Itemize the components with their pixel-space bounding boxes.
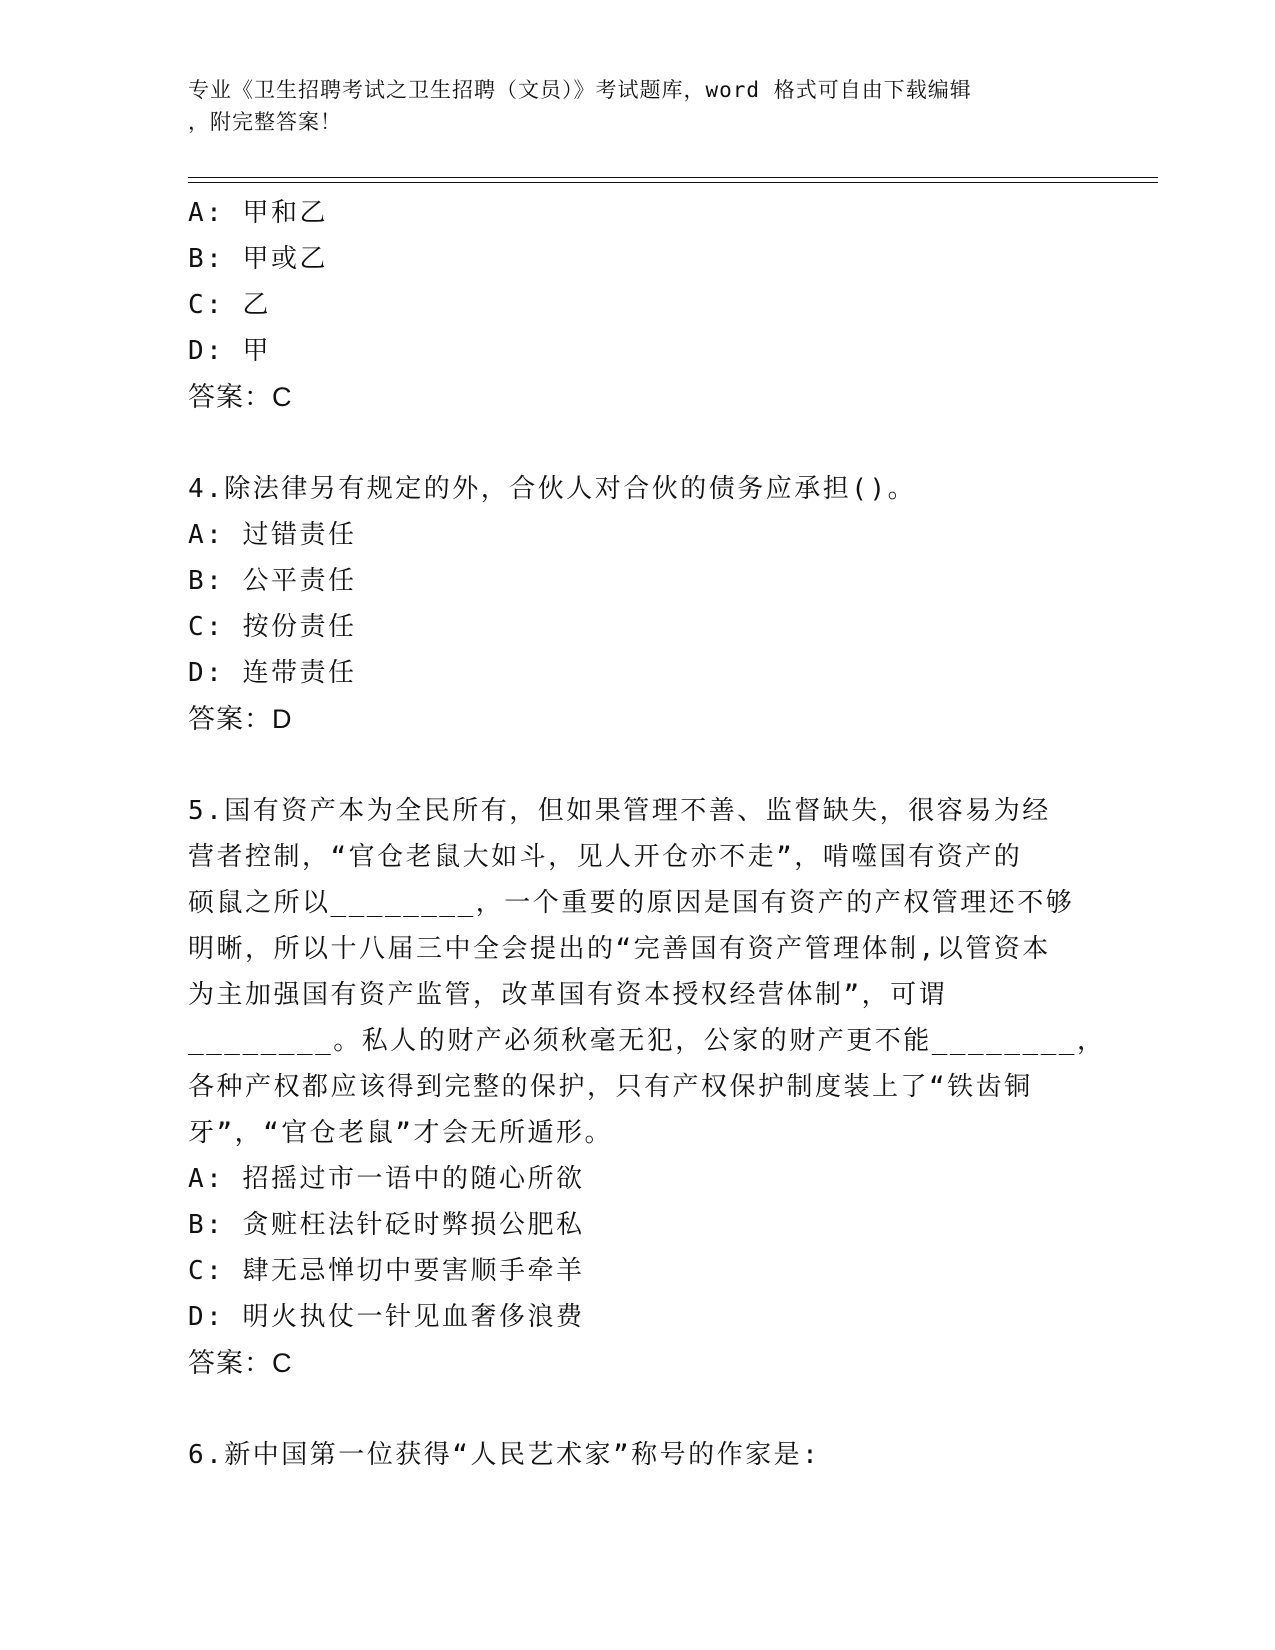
stem-line: 为主加强国有资产监管，改革国有资本授权经营体制”，可谓	[188, 980, 948, 1010]
question-4	[188, 466, 1088, 742]
answer-line: 答案：C	[188, 382, 293, 412]
option-b	[188, 1202, 1088, 1248]
option-text: 过错责任	[242, 520, 357, 550]
stem-line: ________。私人的财产必须秋毫无犯，公家的财产更不能________，	[188, 1026, 1106, 1056]
stem-line: 牙”，“官仓老鼠”才会无所遁形。	[188, 1118, 613, 1148]
option-text: 明火执仗一针见血奢侈浪费	[242, 1302, 585, 1332]
question-stem	[188, 788, 1106, 1156]
question-5	[188, 788, 1106, 1386]
option-text: 乙	[242, 290, 271, 320]
question-content	[188, 190, 1106, 1478]
question-stem: 6.新中国第一位获得“人民艺术家”称号的作家是:	[188, 1440, 821, 1470]
stem-line: 明晰，所以十八届三中全会提出的“完善国有资产管理体制,以管资本	[188, 934, 1051, 964]
option-text: 甲	[242, 336, 271, 366]
option-d	[188, 650, 1088, 696]
answer-line: 答案：C	[188, 1348, 293, 1378]
stem-line: 营者控制，“官仓老鼠大如斗，见人开仓亦不走”，啃噬国有资产的	[188, 842, 1023, 872]
option-label: C:	[188, 1256, 225, 1286]
document-header	[188, 74, 1088, 138]
stem-line: 各种产权都应该得到完整的保护，只有产权保护制度装上了“铁齿铜	[188, 1072, 1033, 1102]
option-c	[188, 604, 1088, 650]
option-label: B:	[188, 1210, 225, 1240]
option-a	[188, 1156, 1088, 1202]
option-text: 甲和乙	[242, 198, 328, 228]
spacer	[188, 420, 1088, 466]
option-a	[188, 190, 1088, 236]
question-3-options	[188, 190, 1088, 420]
option-text: 贪赃枉法针砭时弊损公肥私	[242, 1210, 585, 1240]
option-a	[188, 512, 1088, 558]
option-text: 甲或乙	[242, 244, 328, 274]
option-label: A:	[188, 198, 225, 228]
option-label: C:	[188, 290, 225, 320]
option-label: B:	[188, 244, 225, 274]
stem-line: 5.国有资产本为全民所有，但如果管理不善、监督缺失，很容易为经	[188, 796, 1051, 826]
option-label: A:	[188, 1164, 225, 1194]
option-label: A:	[188, 520, 225, 550]
question-stem: 4.除法律另有规定的外，合伙人对合伙的债务应承担()。	[188, 474, 917, 504]
option-d	[188, 1294, 1088, 1340]
option-label: D:	[188, 1302, 225, 1332]
answer-line: 答案：D	[188, 704, 293, 734]
option-label: D:	[188, 658, 225, 688]
header-divider-top	[188, 177, 1158, 178]
option-b	[188, 236, 1088, 282]
option-label: B:	[188, 566, 225, 596]
question-6	[188, 1432, 1088, 1478]
header-line-1: 专业《卫生招聘考试之卫生招聘（文员）》考试题库，word 格式可自由下载编辑	[188, 78, 972, 102]
option-label: C:	[188, 612, 225, 642]
option-text: 招摇过市一语中的随心所欲	[242, 1164, 585, 1194]
stem-line: 硕鼠之所以________，一个重要的原因是国有资产的产权管理还不够	[188, 888, 1075, 918]
option-d	[188, 328, 1088, 374]
spacer	[188, 1386, 1088, 1432]
option-c	[188, 1248, 1088, 1294]
spacer	[188, 742, 1088, 788]
option-text: 公平责任	[242, 566, 357, 596]
option-c	[188, 282, 1088, 328]
option-label: D:	[188, 336, 225, 366]
option-text: 肆无忌惮切中要害顺手牵羊	[242, 1256, 585, 1286]
option-text: 按份责任	[242, 612, 357, 642]
option-b	[188, 558, 1088, 604]
header-divider-bottom	[188, 182, 1158, 183]
option-text: 连带责任	[242, 658, 357, 688]
header-line-2: ，附完整答案！	[188, 110, 342, 134]
